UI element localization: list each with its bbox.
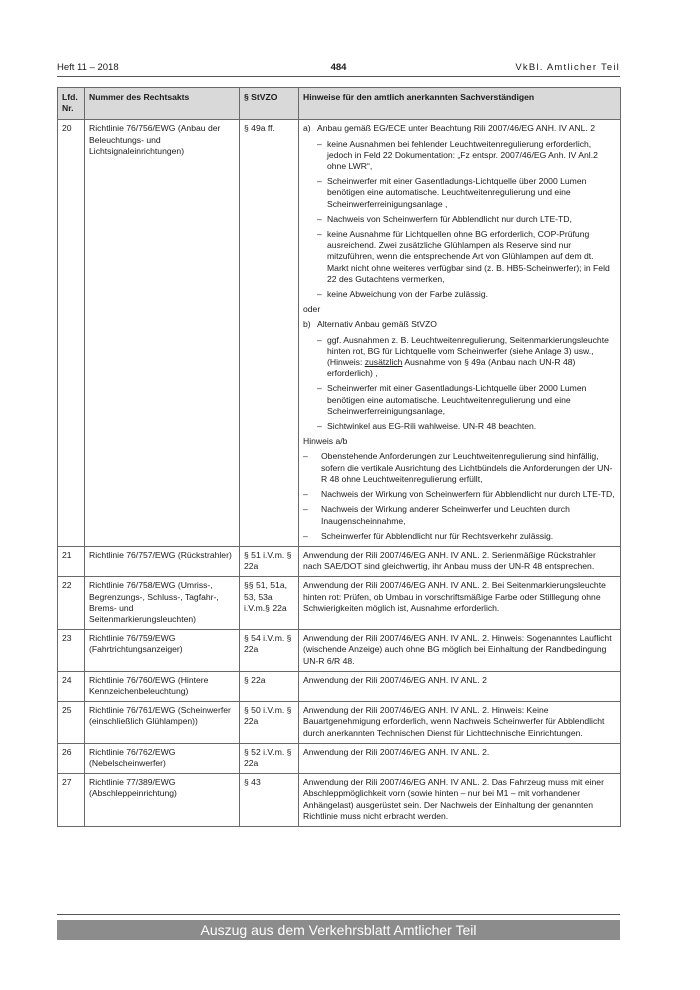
list-item: – keine Ausnahme für Lichtquellen ohne BG erforderlich, COP-Prüfung ausreichend. Zwei zusätzliche Glühlampen als Reserve sind nur mitzuführen, wenn die entsprechende Art von Glühlampen auf dem dt. Markt nicht ohne weiteres verfügbar sind (z. B. HB5-Scheinwerfer); in Feld 22 des Gutachtens vermerken, xyxy=(317,229,610,284)
stvzo-reference: § 43 xyxy=(240,774,299,827)
row-number: 26 xyxy=(58,743,85,773)
issue-label: Heft 11 – 2018 xyxy=(57,62,119,73)
option-a-text: Anbau gemäß EG/ECE unter Beachtung Rili 2007/46/EG ANH. IV ANL. 2 xyxy=(317,123,596,134)
row-number: 23 xyxy=(58,630,85,672)
list-item: – keine Ausnahmen bei fehlender Leuchtweitenregulierung erforderlich, jedoch in Feld 22 Dokumentation: „Fz entspr. 2007/46/EG Anh. IV Anl.2 ohne LWR“, xyxy=(317,138,598,172)
rechtsakt-name: Richtlinie 76/761/EWG (Scheinwerfer (einschließlich Glühlampen)) xyxy=(85,702,240,744)
hinweise-cell: Anwendung der Rili 2007/46/EG ANH. IV ANL. 2. Hinweis: Keine Bauartgenehmigung erforderlich, wenn Nachweis Scheinwerfer für Abblendlicht durch anerkannten Technischen Dienst für Lichttechnische Einrichtungen. xyxy=(299,702,621,744)
hinweise-cell: Anwendung der Rili 2007/46/EG ANH. IV ANL. 2. xyxy=(299,743,621,773)
table-row xyxy=(58,774,621,827)
option-b xyxy=(303,319,616,330)
page-number: 484 xyxy=(330,62,347,73)
row-number: 22 xyxy=(58,577,85,630)
list-item: – Nachweis der Wirkung anderer Scheinwerfer und Leuchten durch Inaugenscheinnahme, xyxy=(303,504,570,526)
stvzo-reference: § 51 i.V.m. § 22a xyxy=(240,546,299,576)
option-b-text: Alternativ Anbau gemäß StVZO xyxy=(317,319,437,330)
row-number: 25 xyxy=(58,702,85,744)
list-item: – Sichtwinkel aus EG-Rili wahlweise. UN-R 48 beachten. xyxy=(317,421,537,432)
header-divider xyxy=(57,76,620,77)
hinweise-cell: Anwendung der Rili 2007/46/EG ANH. IV ANL. 2. Bei Seitenmarkierungsleuchte hinten rot: Prüfen, ob Umbau in vorschriftsmäßige Farbe oder Stilllegung ohne Schwierigkeiten möglich ist, Ausnahme erforderlich. xyxy=(299,577,621,630)
rechtsakt-name: Richtlinie 76/758/EWG (Umriss-, Begrenzungs-, Schluss-, Tagfahr-, Brems- und Seitenmarkierungsleuchten) xyxy=(85,577,240,630)
rechtsakt-name: Richtlinie 76/760/EWG (Hintere Kennzeichenbeleuchtung) xyxy=(85,671,240,701)
list-item: – Nachweis der Wirkung von Scheinwerfern für Abblendlicht nur durch LTE-TD, xyxy=(303,489,615,500)
table-row xyxy=(58,577,621,630)
stvzo-reference: § 52 i.V.m. § 22a xyxy=(240,743,299,773)
oder-label: oder xyxy=(303,304,321,315)
table-row xyxy=(58,702,621,744)
hinweise-cell: Anwendung der Rili 2007/46/EG ANH. IV ANL. 2. Das Fahrzeug muss mit einer Abschleppmöglichkeit vorn (sowie hinten – nur bei M1 – mit vorhandener Anhängelast) ausgerüstet sein. Der Nachweis der Einhaltung der genannten Richtlinie muss nicht erbracht werden. xyxy=(299,774,621,827)
hinweise-cell: Anwendung der Rili 2007/46/EG ANH. IV ANL. 2 xyxy=(299,671,621,701)
option-a xyxy=(303,123,616,134)
rechtsakt-name: Richtlinie 76/757/EWG (Rückstrahler) xyxy=(85,546,240,576)
column-header-lfd: Lfd. Nr. xyxy=(58,88,85,120)
regulations-table xyxy=(57,87,621,827)
list-item: – ggf. Ausnahmen z. B. Leuchtweitenregulierung, Seitenmarkierungsleuchte hinten rot, BG für Lichtquelle vom Scheinwerfer (siehe Anlage 3) usw., (Hinweis: zusätzlich Ausnahme von § 49a (Anbau nach UN-R 48) erforderlich) , xyxy=(317,334,609,379)
table-row xyxy=(58,743,621,773)
row-number: 21 xyxy=(58,546,85,576)
stvzo-reference: § 54 i.V.m. § 22a xyxy=(240,630,299,672)
list-marker: b) xyxy=(303,319,311,330)
rechtsakt-name: Richtlinie 76/759/EWG (Fahrtrichtungsanzeiger) xyxy=(85,630,240,672)
list-item: – Scheinwerfer mit einer Gasentladungs-Lichtquelle über 2000 Lumen benötigen eine automatische. Leuchtweitenregulierung und eine Scheinwerferreinigungsanlage, xyxy=(317,383,587,416)
list-item: – Scheinwerfer mit einer Gasentladungs-Lichtquelle über 2000 Lumen benötigen eine automatische. Leuchtweitenregulierung und eine Scheinwerferreinigungsanlage , xyxy=(317,176,587,209)
list-item: – Nachweis von Scheinwerfern für Abblendlicht nur durch LTE-TD, xyxy=(317,213,572,224)
row-number: 20 xyxy=(58,120,85,547)
publication-title: VkBl. Amtlicher Teil xyxy=(515,62,620,73)
list-item: – Obenstehende Anforderungen zur Leuchtweitenregulierung sind hinfällig, sofern die vertikale Ausrichtung des Lichtbündels die Anforderungen der UN-R 48 ohne Leuchtweitenregulierung erfüllt, xyxy=(303,451,613,484)
footer-divider xyxy=(57,914,620,915)
row-number: 27 xyxy=(58,774,85,827)
table-header-row xyxy=(58,88,621,120)
hinweise-cell xyxy=(299,120,621,547)
column-header-stvzo: § StVZO xyxy=(240,88,299,120)
column-header-hinweise: Hinweise für den amtlich anerkannten Sachverständigen xyxy=(299,88,621,120)
rechtsakt-name: Richtlinie 77/389/EWG (Abschleppeinrichtung) xyxy=(85,774,240,827)
table-row xyxy=(58,120,621,547)
page-header xyxy=(57,62,620,76)
hinweise-cell: Anwendung der Rili 2007/46/EG ANH. IV ANL. 2. Serienmäßige Rückstrahler nach SAE/DOT sind gleichwertig, ihr Anbau muss der UN-R 48 entsprechen. xyxy=(299,546,621,576)
hinweise-cell: Anwendung der Rili 2007/46/EG ANH. IV ANL. 2. Hinweis: Sogenanntes Lauflicht (wischende Anzeige) auch ohne BG möglich bei Einhaltung der Randbedingung UN-R 6/R 48. xyxy=(299,630,621,672)
footer-banner: Auszug aus dem Verkehrsblatt Amtlicher Teil xyxy=(57,920,620,940)
column-header-name: Nummer des Rechtsakts xyxy=(85,88,240,120)
table-row xyxy=(58,671,621,701)
hinweis-ab-label: Hinweis a/b xyxy=(303,436,348,447)
list-item: – keine Abweichung von der Farbe zulässig. xyxy=(317,289,488,300)
rechtsakt-name: Richtlinie 76/756/EWG (Anbau der Beleuchtungs- und Lichtsignaleinrichtungen) xyxy=(85,120,240,547)
stvzo-reference: § 49a ff. xyxy=(240,120,299,547)
list-marker: a) xyxy=(303,123,311,134)
table-row xyxy=(58,546,621,576)
rechtsakt-name: Richtlinie 76/762/EWG (Nebelscheinwerfer) xyxy=(85,743,240,773)
stvzo-reference: §§ 51, 51a, 53, 53a i.V.m.§ 22a xyxy=(240,577,299,630)
stvzo-reference: § 22a xyxy=(240,671,299,701)
list-item: – Scheinwerfer für Abblendlicht nur für Rechtsverkehr zulässig. xyxy=(303,530,554,541)
table-row xyxy=(58,630,621,672)
row-number: 24 xyxy=(58,671,85,701)
stvzo-reference: § 50 i.V.m. § 22a xyxy=(240,702,299,744)
